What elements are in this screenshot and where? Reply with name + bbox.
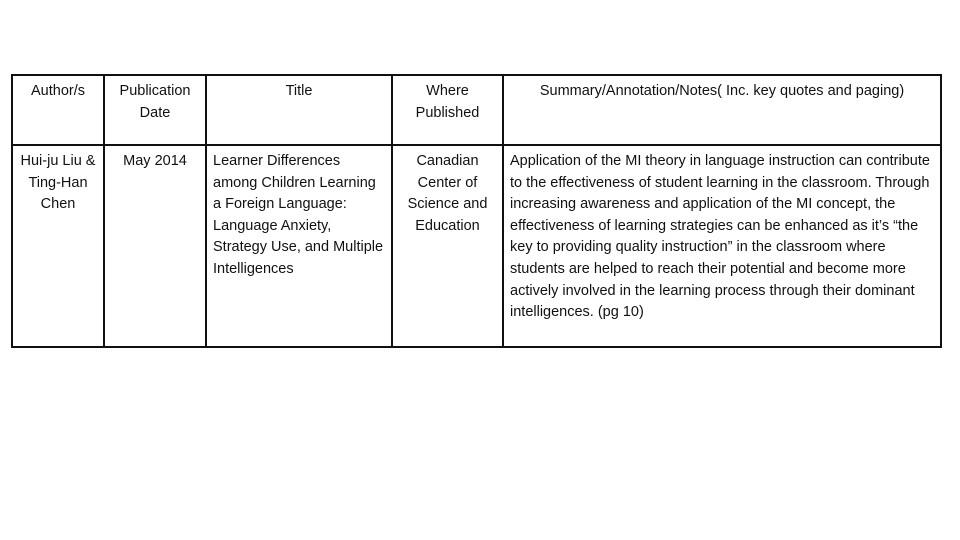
cell-publication-date: May 2014 <box>104 145 206 347</box>
header-title: Title <box>206 75 392 145</box>
header-summary: Summary/Annotation/Notes( Inc. key quotes and paging) <box>503 75 941 145</box>
annotation-table <box>11 74 942 348</box>
cell-author: Hui-ju Liu & Ting-Han Chen <box>12 145 104 347</box>
cell-summary: Application of the MI theory in language instruction can contribute to the effectiveness of student learning in the classroom. Through increasing awareness and application of the MI concept, the effectiveness of learning strategies can be enhanced as it’s “the key to providing quality instruction” in the classroom where students are helped to reach their potential and become more actively involved in the learning process through their dominant intelligences. (pg 10) <box>503 145 941 347</box>
title-line-main: Learner Differences among Children Learning a Foreign Language: <box>213 153 376 213</box>
header-publication-date: Publication Date <box>104 75 206 145</box>
header-author: Author/s <box>12 75 104 145</box>
header-where-published: Where Published <box>392 75 503 145</box>
header-row <box>12 75 941 145</box>
cell-where-published: Canadian Center of Science and Education <box>392 145 503 347</box>
title-line-subtitle: Language Anxiety, Strategy Use, and Multiple Intelligences <box>213 217 384 277</box>
cell-title <box>206 145 392 347</box>
table-row <box>12 145 941 347</box>
